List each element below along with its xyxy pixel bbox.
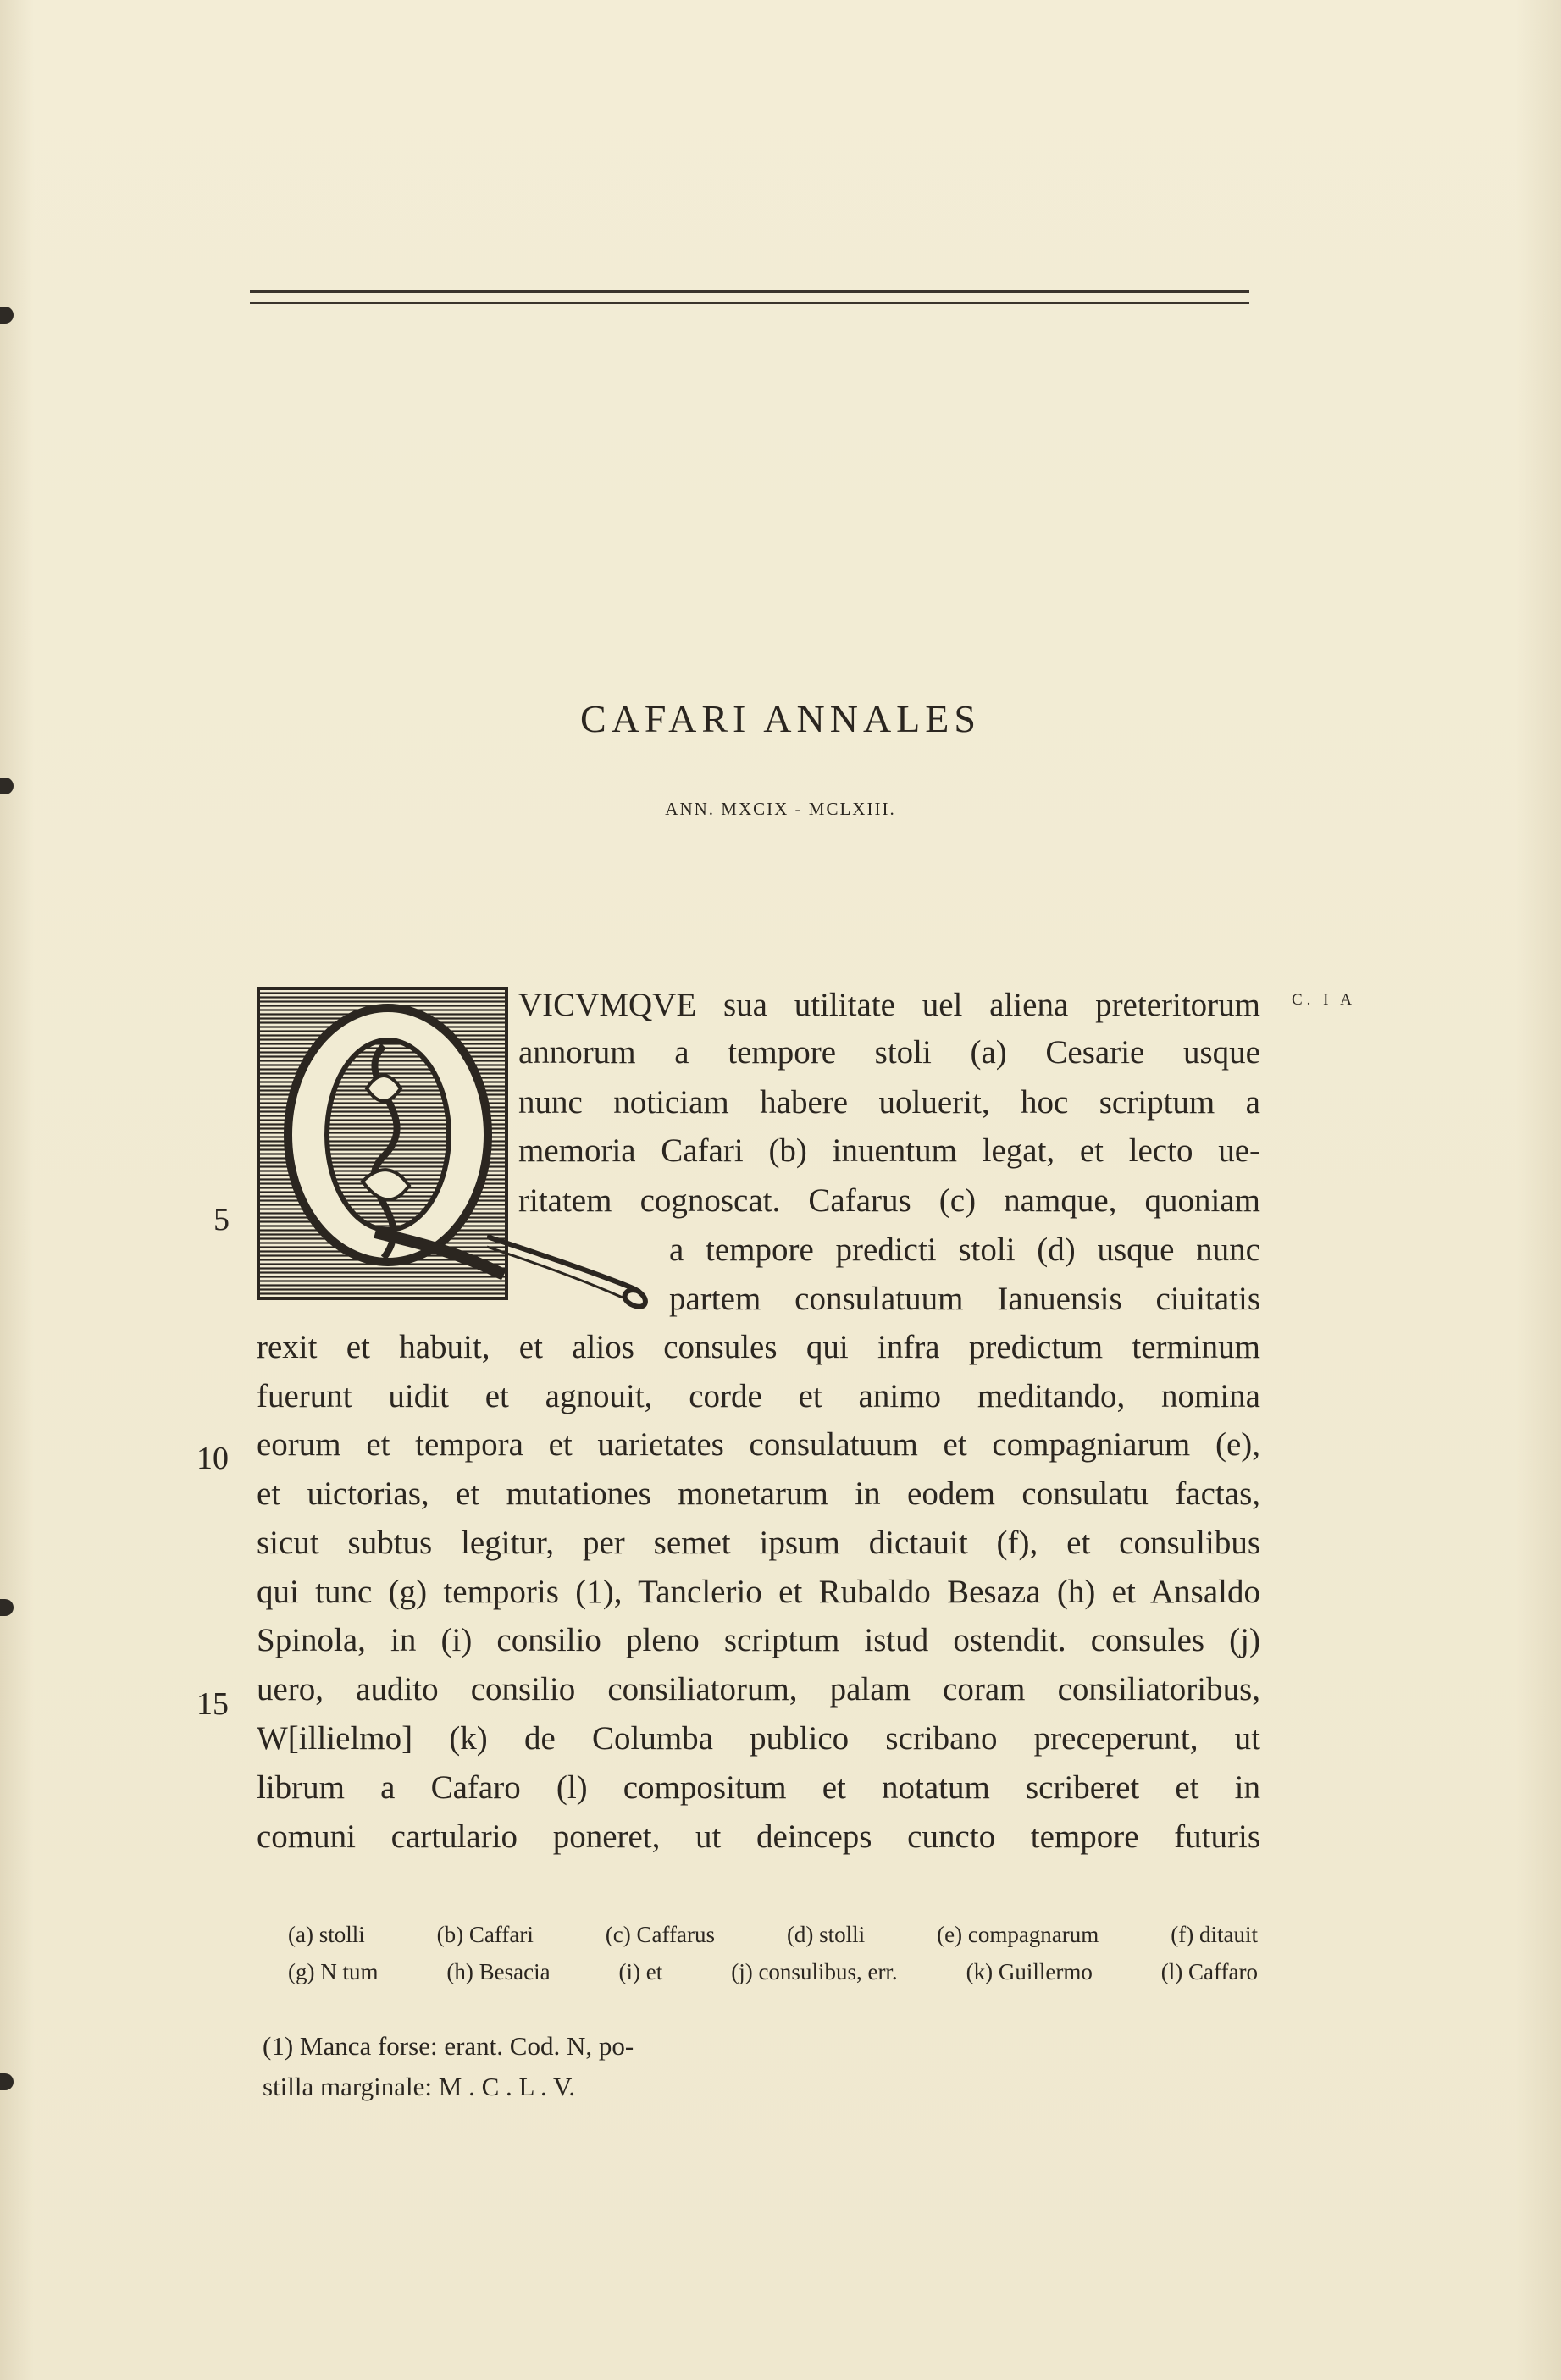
variant-notes: [288, 1916, 1258, 1990]
text-line: eorum et tempora et uarietates consulatuum et compagniarum (e),: [257, 1426, 1260, 1463]
text-line: memoria Cafari (b) inuentum legat, et lecto ue-: [518, 1132, 1260, 1169]
variant-row: [288, 1953, 1258, 1990]
variant-note: (k) Guillermo: [966, 1959, 1093, 1984]
text-line: uero, audito consilio consiliatorum, palam coram consiliatoribus,: [257, 1671, 1260, 1708]
variant-note: (c) Caffarus: [605, 1922, 715, 1947]
variant-row: [288, 1916, 1258, 1953]
text-line: nunc noticiam habere uoluerit, hoc scriptum a: [518, 1084, 1260, 1121]
text-line: sicut subtus legitur, per semet ipsum dictauit (f), et consulibus: [257, 1525, 1260, 1561]
variant-note: (h) Besacia: [446, 1959, 551, 1984]
header-rule-thick: [250, 290, 1249, 293]
binding-hole: [0, 1599, 14, 1616]
text-line: partem consulatuum Ianuensis ciuitatis: [669, 1281, 1260, 1317]
footnote: [263, 2026, 771, 2107]
variant-note: (g) N tum: [288, 1959, 379, 1984]
page-subtitle: ANN. MXCIX - MCLXIII.: [665, 799, 896, 819]
variant-note: (e) compagnarum: [937, 1922, 1099, 1947]
drop-cap-tail: [487, 1220, 656, 1313]
header-rule-thin: [250, 302, 1249, 304]
variant-note: (d) stolli: [786, 1922, 866, 1947]
page-title: CAFARI ANNALES: [580, 697, 981, 740]
variant-note: (b) Caffari: [436, 1922, 534, 1947]
binding-hole: [0, 307, 14, 324]
text-line: Spinola, in (i) consilio pleno scriptum istud ostendit. consules (j): [257, 1622, 1260, 1658]
text-line: W[illielmo] (k) de Columba publico scribano preceperunt, ut: [257, 1720, 1260, 1757]
drop-cap-initial: [257, 987, 508, 1300]
text-line: VICVMQVE sua utilitate uel aliena preteritorum: [518, 987, 1260, 1023]
text-line: fuerunt uidit et agnouit, corde et animo meditando, nomina: [257, 1378, 1260, 1414]
text-line: a tempore predicti stoli (d) usque nunc: [669, 1232, 1260, 1268]
text-line: qui tunc (g) temporis (1), Tanclerio et Rubaldo Besaza (h) et Ansaldo: [257, 1574, 1260, 1610]
footnote-line: (1) Manca forse: erant. Cod. N, po-: [263, 2031, 634, 2061]
line-number: 15: [197, 1686, 229, 1722]
text-line: annorum a tempore stoli (a) Cesarie usque: [518, 1034, 1260, 1071]
text-line: ritatem cognoscat. Cafarus (c) namque, quoniam: [518, 1182, 1260, 1219]
text-line: librum a Cafaro (l) compositum et notatum scriberet et in: [257, 1769, 1260, 1806]
margin-note: C. I A: [1292, 991, 1356, 1009]
line-number: 5: [213, 1202, 230, 1237]
variant-note: (a) stolli: [288, 1922, 365, 1947]
variant-note: (l) Caffaro: [1160, 1959, 1258, 1984]
variant-note: (f) ditauit: [1171, 1922, 1258, 1947]
binding-hole: [0, 778, 14, 794]
line-number: 10: [197, 1441, 229, 1476]
variant-note: (j) consulibus, err.: [731, 1959, 898, 1984]
text-line: rexit et habuit, et alios consules qui infra predictum terminum: [257, 1329, 1260, 1365]
variant-note: (i) et: [618, 1959, 663, 1984]
text-line: comuni cartulario poneret, ut deinceps cuncto tempore futuris: [257, 1818, 1260, 1855]
binding-hole: [0, 2073, 14, 2090]
footnote-line: stilla marginale: M . C . L . V.: [263, 2072, 576, 2101]
text-line: et uictorias, et mutationes monetarum in eodem consulatu factas,: [257, 1475, 1260, 1512]
